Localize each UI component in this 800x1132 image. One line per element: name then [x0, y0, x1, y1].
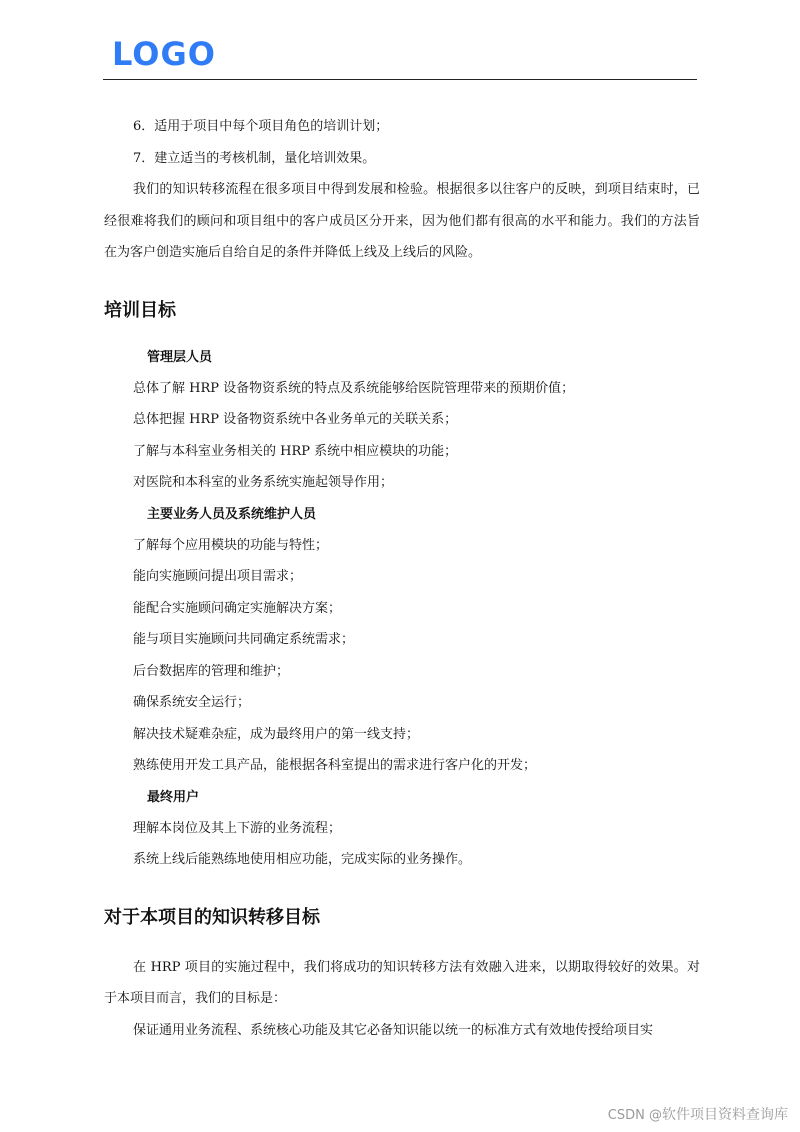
section-heading-knowledge-transfer: 对于本项目的知识转移目标	[104, 906, 320, 928]
list-item: 后台数据库的管理和维护；	[133, 663, 290, 679]
list-item: 系统上线后能熟练地使用相应功能，完成实际的业务操作。	[133, 852, 472, 867]
paragraph: 保证通用业务流程、系统核心功能及其它必备知识能以统一的标准方式有效地传授给项目实	[133, 1022, 654, 1038]
list-item: 6．适用于项目中每个项目角色的培训计划；	[133, 119, 389, 134]
document-body	[104, 111, 700, 1046]
logo: LOGO	[112, 35, 216, 73]
subheading-key-staff: 主要业务人员及系统维护人员	[147, 506, 317, 522]
header-divider	[103, 79, 697, 80]
list-item: 能与项目实施顾问共同确定系统需求；	[133, 632, 355, 647]
list-item: 了解每个应用模块的功能与特性；	[133, 537, 329, 553]
list-item: 7．建立适当的考核机制，量化培训效果。	[133, 150, 376, 166]
subheading-end-users: 最终用户	[147, 789, 200, 805]
list-item: 能配合实施顾问确定实施解决方案；	[133, 600, 342, 616]
list-item: 能向实施顾问提出项目需求；	[133, 569, 303, 584]
list-item: 了解与本科室业务相关的 HRP 系统中相应模块的功能；	[133, 443, 458, 459]
list-item: 理解本岗位及其上下游的业务流程；	[133, 820, 342, 836]
section-heading-training-goals: 培训目标	[104, 299, 176, 321]
list-item: 解决技术疑难杂症，成为最终用户的第一线支持；	[133, 726, 420, 742]
intro-paragraph: 我们的知识转移流程在很多项目中得到发展和检验。根据很多以往客户的反映，到项目结束时，已经很难将我们的顾问和项目组中的客户成员区分开来，因为他们都有很高的水平和能力。我们的方法旨在为客户创造实施后自给自足的条件并降低上线及上线后的风险。	[104, 182, 700, 260]
list-item: 总体把握 HRP 设备物资系统中各业务单元的关联关系；	[133, 412, 458, 427]
list-item: 确保系统安全运行；	[133, 695, 251, 710]
watermark	[608, 1104, 788, 1124]
paragraph: 在 HRP 项目的实施过程中，我们将成功的知识转移方法有效融入进来，以期取得较好的效果。对于本项目而言，我们的目标是：	[104, 959, 700, 1006]
list-item: 熟练使用开发工具产品，能根据各科室提出的需求进行客户化的开发；	[133, 758, 537, 773]
watermark-name: 软件项目资料查询库	[662, 1107, 788, 1123]
list-item: 对医院和本科室的业务系统实施起领导作用；	[133, 475, 394, 490]
list-item: 总体了解 HRP 设备物资系统的特点及系统能够给医院管理带来的预期价值；	[133, 380, 575, 396]
watermark-prefix: CSDN @	[607, 1108, 662, 1123]
subheading-management: 管理层人员	[147, 349, 213, 365]
